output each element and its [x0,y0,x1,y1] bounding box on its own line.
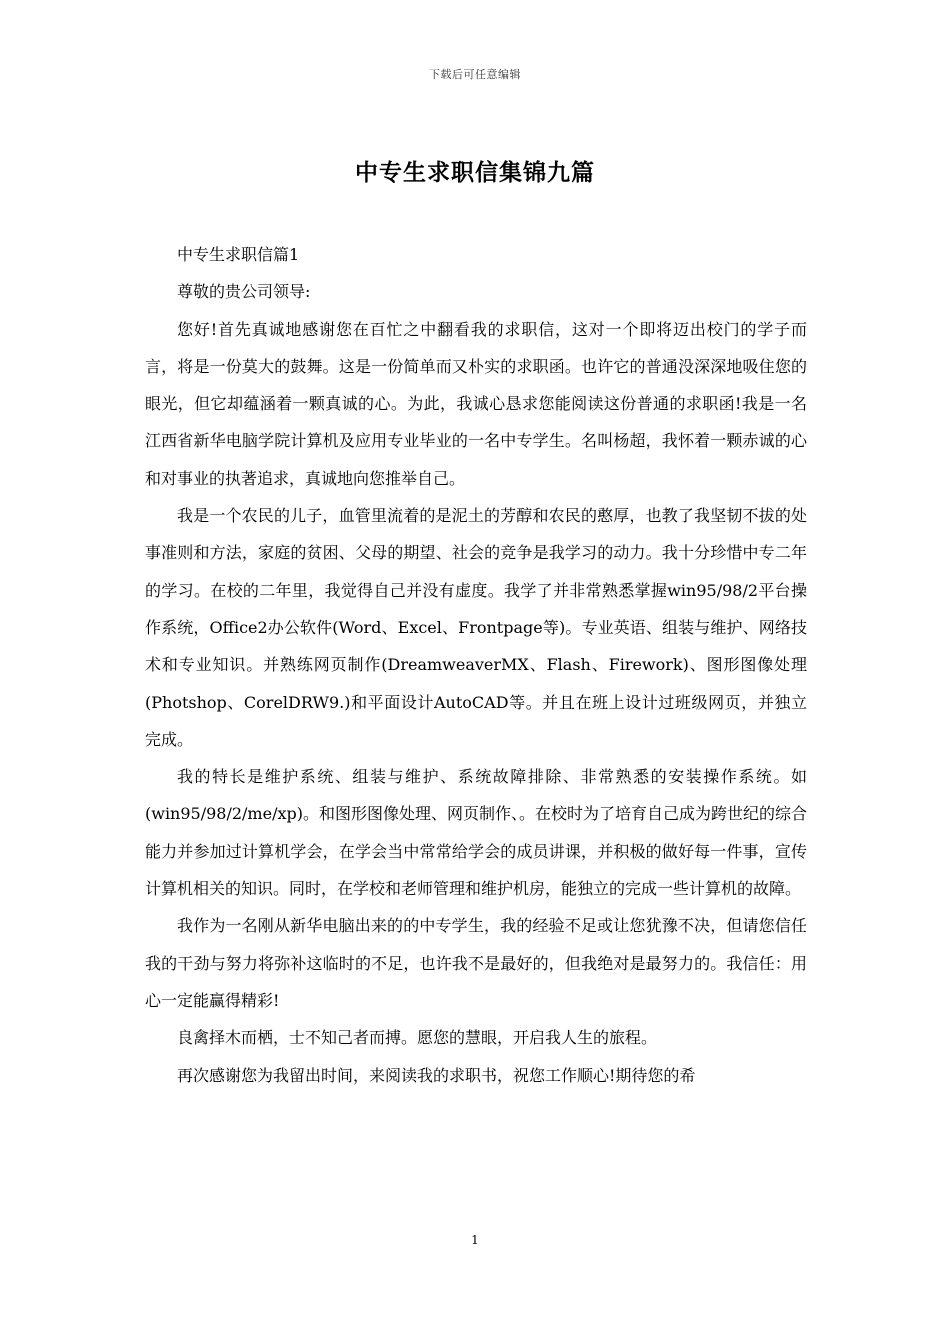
document-body [145,236,807,1094]
document-title: 中专生求职信集锦九篇 [355,159,595,186]
salutation: 尊敬的贵公司领导: [177,282,311,302]
section-heading: 中专生求职信篇1 [177,245,300,264]
paragraph: 我是一个农民的儿子，血管里流着的是泥土的芳醇和农民的憨厚，也教了我坚韧不拔的处事准则和方法，家庭的贫困、父母的期望、社会的竞争是我学习的动力。我十分珍惜中专二年的学习。在校的二年里，我觉得自己并没有虚度。我学了并非常熟悉掌握win95/98/2平台操作系统，Office2办公软件(Word、Excel、Frontpage等)。专业英语、组装与维护、网络技术和专业知识。并熟练网页制作(DreamweaverMX、Flash、Firework)、图形图像处理(Photshop、CorelDRW9.)和平面设计AutoCAD等。并且在班上设计过班级网页，并独立完成。 [145,506,807,749]
paragraph: 我作为一名刚从新华电脑出来的的中专学生，我的经验不足或让您犹豫不决，但请您信任我的干劲与努力将弥补这临时的不足，也许我不是最好的，但我绝对是最努力的。我信任：用心一定能赢得精彩! [145,916,807,1010]
paragraph: 我的特长是维护系统、组装与维护、系统故障排除、非常熟悉的安装操作系统。如(win95/98/2/me/xp)。和图形图像处理、网页制作、。在校时为了培育自己成为跨世纪的综合能力并参加过计算机学会，在学会当中常常给学会的成员讲课，并积极的做好每一件事，宣传计算机相关的知识。同时，在学校和老师管理和维护机房，能独立的完成一些计算机的故障。 [145,767,807,899]
paragraph: 再次感谢您为我留出时间，来阅读我的求职书，祝您工作顺心!期待您的希 [177,1065,696,1085]
paragraph: 您好!首先真诚地感谢您在百忙之中翻看我的求职信，这对一个即将迈出校门的学子而言，将是一份莫大的鼓舞。这是一份简单而又朴实的求职函。也许它的普通没深深地吸住您的眼光，但它却蕴涵着一颗真诚的心。为此，我诚心恳求您能阅读这份普通的求职函!我是一名江西省新华电脑学院计算机及应用专业毕业的一名中专学生。名叫杨超，我怀着一颗赤诚的心和对事业的执著追求，真诚地向您推举自己。 [145,319,807,488]
page-header-note: 下载后可任意编辑 [429,68,521,81]
paragraph: 良禽择木而栖，士不知己者而搏。愿您的慧眼，开启我人生的旅程。 [177,1028,658,1048]
page-number: 1 [471,1233,479,1247]
